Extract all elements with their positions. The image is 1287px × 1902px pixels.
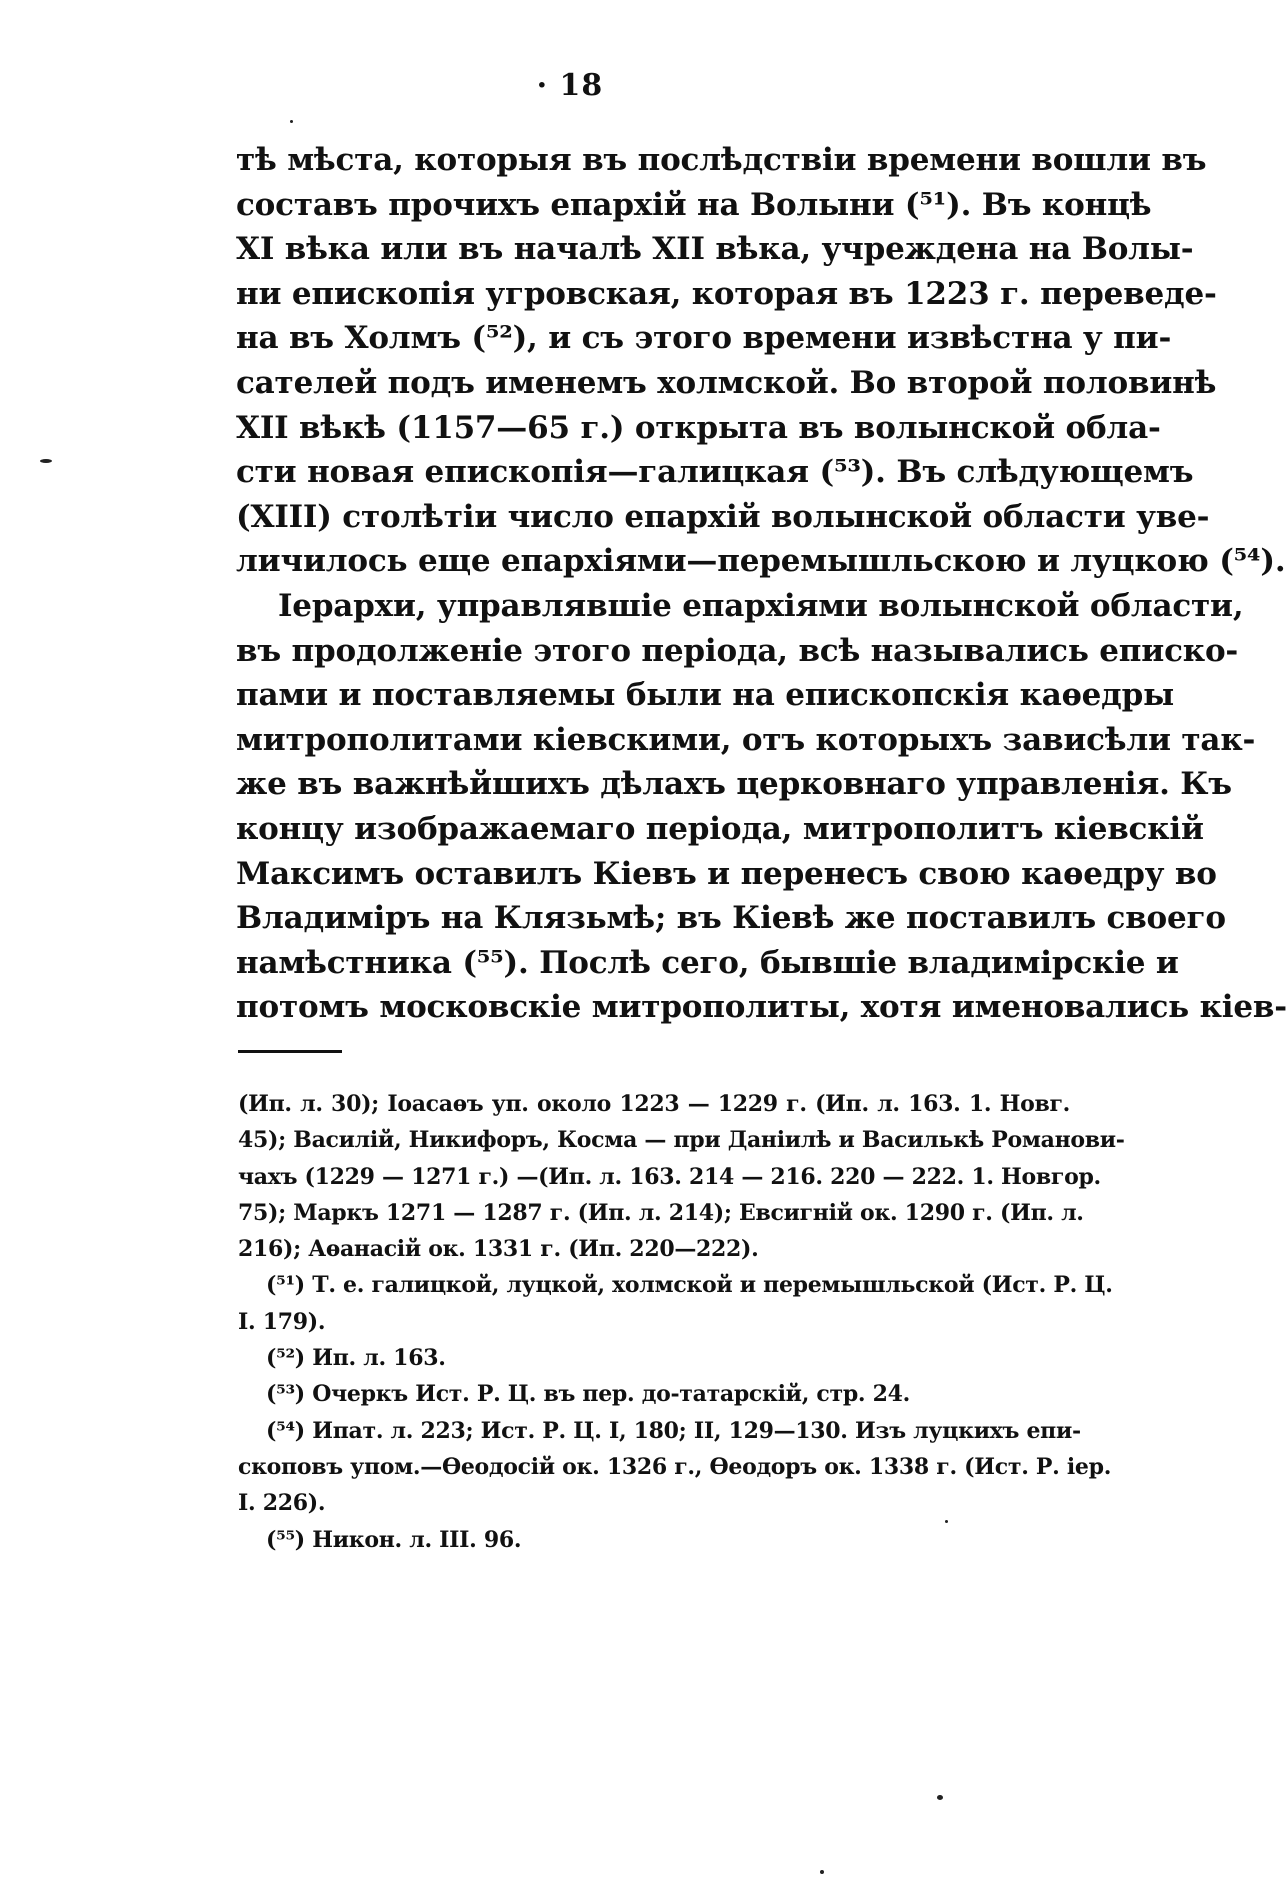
text-line: сти новая епископія—галицкая (⁵³). Въ слѣдующемъ	[236, 454, 1194, 491]
text-line: намѣстника (⁵⁵). Послѣ сего, бывшіе владимірскіе и	[236, 944, 1179, 981]
text-line: XII вѣкѣ (1157—65 г.) открыта въ волынской обла-	[236, 409, 1161, 446]
footnote-line: (⁵¹) Т. е. галицкой, луцкой, холмской и перемышльской (Ист. Р. Ц.	[266, 1272, 1113, 1299]
footnote-divider	[238, 1050, 342, 1053]
footnote-line: (⁵²) Ип. л. 163.	[266, 1345, 446, 1372]
text-line: сателей подъ именемъ холмской. Во второй половинѣ	[236, 364, 1217, 401]
footnote-line: скоповъ упом.—Ѳеодосій ок. 1326 г., Ѳеодоръ ок. 1338 г. (Ист. Р. іер.	[238, 1453, 1112, 1480]
text-line: Іерархи, управлявшіе епархіями волынской области,	[278, 587, 1244, 624]
text-line: личилось еще епархіями—перемышльскою и луцкою (⁵⁴).	[236, 543, 1286, 580]
footnote-line: I. 226).	[238, 1490, 326, 1517]
footnote-line: 45); Василій, Никифоръ, Косма — при Даніилѣ и Василькѣ Романови-	[238, 1127, 1125, 1154]
footnote-line: 216); Аѳанасій ок. 1331 г. (Ип. 220—222).	[238, 1236, 759, 1263]
footnotes	[238, 1086, 1125, 1558]
text-line: на въ Холмъ (⁵²), и съ этого времени извѣстна у пи-	[236, 320, 1172, 357]
footnote-line: I. 179).	[238, 1308, 326, 1335]
scan-speck	[290, 120, 293, 123]
footnote-line: чахъ (1229 — 1271 г.) —(Ип. л. 163. 214 — 216. 220 — 222. 1. Новгор.	[238, 1163, 1101, 1190]
main-text	[236, 138, 1287, 1030]
text-line: потомъ московскіе митрополиты, хотя именовались кіев-	[236, 989, 1287, 1026]
text-line: же въ важнѣйшихъ дѣлахъ церковнаго управленія. Къ	[236, 766, 1232, 803]
text-line: пами и поставляемы были на епископскія каѳедры	[236, 677, 1174, 714]
text-line: ни епископія угровская, которая въ 1223 г. переведе-	[236, 275, 1217, 312]
scan-speck	[937, 1795, 943, 1800]
text-line: тѣ мѣста, которыя въ послѣдствіи времени вошли въ	[236, 142, 1207, 178]
footnote-line: (⁵⁵) Никон. л. III. 96.	[266, 1526, 522, 1553]
scan-speck	[820, 1870, 824, 1874]
text-line: въ продолженіе этого періода, всѣ назывались еписко-	[236, 632, 1239, 669]
text-line: концу изображаемаго періода, митрополитъ кіевскій	[236, 810, 1204, 847]
scan-speck	[40, 459, 52, 463]
text-line: составъ прочихъ епархій на Волыни (⁵¹). Въ концѣ	[236, 186, 1152, 223]
scan-speck	[945, 1520, 948, 1523]
page-number: · 18	[536, 68, 604, 103]
footnote-line: (⁵⁴) Ипат. л. 223; Ист. Р. Ц. I, 180; II, 129—130. Изъ луцкихъ епи-	[266, 1417, 1081, 1444]
footnote-line: (Ип. л. 30); Іоасаѳъ уп. около 1223 — 1229 г. (Ип. л. 163. 1. Новг.	[238, 1091, 1070, 1117]
text-line: (XIII) столѣтіи число епархій волынской области уве-	[236, 498, 1210, 535]
footnote-line: (⁵³) Очеркъ Ист. Р. Ц. въ пер. до-татарскій, стр. 24.	[266, 1381, 911, 1408]
text-line: XI вѣка или въ началѣ XII вѣка, учреждена на Волы-	[236, 231, 1194, 268]
text-line: Владиміръ на Клязьмѣ; въ Кіевѣ же поставилъ своего	[236, 900, 1226, 937]
footnote-line: 75); Маркъ 1271 — 1287 г. (Ип. л. 214); Евсигній ок. 1290 г. (Ип. л.	[238, 1199, 1084, 1226]
text-line: Максимъ оставилъ Кіевъ и перенесъ свою каѳедру во	[236, 855, 1217, 892]
text-line: митрополитами кіевскими, отъ которыхъ зависѣли так-	[236, 721, 1256, 758]
